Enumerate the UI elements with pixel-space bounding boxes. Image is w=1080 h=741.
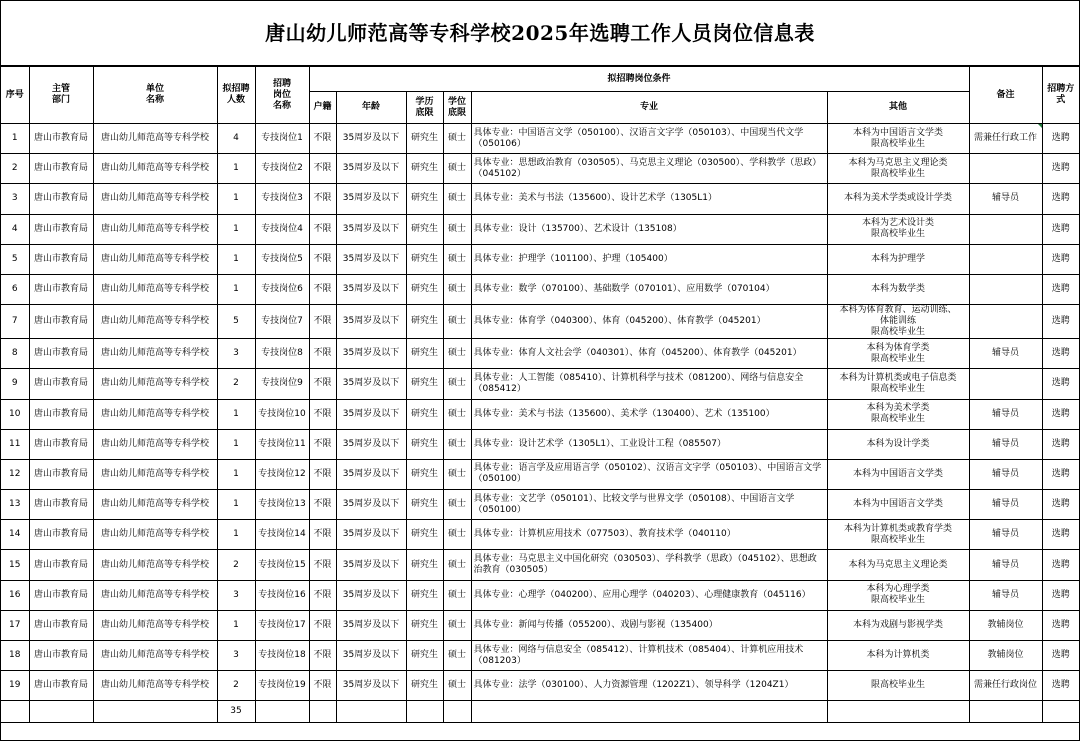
cell-seq: 7 [1,305,29,339]
cell-post: 专技岗位6 [255,274,309,304]
cell-post: 专技岗位9 [255,369,309,399]
cell-age: 35周岁及以下 [336,274,406,304]
cell-count: 1 [217,154,255,184]
cell-method: 选聘 [1042,274,1079,304]
cell-other: 限高校毕业生 [827,671,969,701]
cell-seq: 1 [1,124,29,154]
cell-degree: 硕士 [443,274,471,304]
table-row [1,610,1079,640]
cell-post: 专技岗位7 [255,305,309,339]
cell-count: 1 [217,459,255,489]
cell-age: 35周岁及以下 [336,580,406,610]
empty-cell [1042,701,1079,723]
cell-method: 选聘 [1042,550,1079,580]
cell-count: 4 [217,124,255,154]
cell-count: 1 [217,274,255,304]
cell-method: 选聘 [1042,305,1079,339]
cell-age: 35周岁及以下 [336,610,406,640]
cell-major: 具体专业：新闻与传播（055200）、戏剧与影视（135400） [471,610,827,640]
table-row [1,154,1079,184]
cell-edu: 研究生 [406,490,443,520]
cell-unit: 唐山幼儿师范高等专科学校 [93,184,217,214]
cell-huji: 不限 [309,369,336,399]
cell-edu: 研究生 [406,550,443,580]
cell-seq: 9 [1,369,29,399]
cell-method: 选聘 [1042,520,1079,550]
table-row [1,339,1079,369]
table-row [1,550,1079,580]
cell-remark [969,214,1042,244]
cell-edu: 研究生 [406,274,443,304]
cell-degree: 硕士 [443,610,471,640]
cell-count: 3 [217,641,255,671]
header-age: 年龄 [336,92,406,124]
cell-degree: 硕士 [443,459,471,489]
cell-remark: 辅导员 [969,520,1042,550]
cell-major: 具体专业：设计（135700）、艺术设计（135108） [471,214,827,244]
cell-method: 选聘 [1042,369,1079,399]
cell-seq: 18 [1,641,29,671]
cell-major: 具体专业：体育人文社会学（040301）、体育（045200）、体育教学（045201） [471,339,827,369]
empty-cell [443,701,471,723]
empty-cell [969,701,1042,723]
cell-other: 本科为护理学 [827,244,969,274]
cell-major: 具体专业：文艺学（050101）、比较文学与世界文学（050108）、中国语言文学（050100） [471,490,827,520]
cell-age: 35周岁及以下 [336,550,406,580]
cell-other: 本科为艺术设计类 限高校毕业生 [827,214,969,244]
cell-count: 1 [217,214,255,244]
cell-count: 2 [217,671,255,701]
cell-edu: 研究生 [406,214,443,244]
cell-age: 35周岁及以下 [336,305,406,339]
cell-method: 选聘 [1042,641,1079,671]
header-method: 招聘方 式 [1042,67,1079,124]
cell-degree: 硕士 [443,339,471,369]
cell-huji: 不限 [309,490,336,520]
cell-major: 具体专业：心理学（040200）、应用心理学（040203）、心理健康教育（045116） [471,580,827,610]
cell-age: 35周岁及以下 [336,520,406,550]
cell-edu: 研究生 [406,459,443,489]
cell-seq: 3 [1,184,29,214]
table-row [1,244,1079,274]
table-row [1,641,1079,671]
cell-seq: 6 [1,274,29,304]
total-row [1,701,1079,723]
cell-unit: 唐山幼儿师范高等专科学校 [93,339,217,369]
cell-other: 本科为中国语言文学类 [827,459,969,489]
cell-other: 本科为体育教育、运动训练、 体能训练 限高校毕业生 [827,305,969,339]
cell-other: 本科为计算机类或教育学类 限高校毕业生 [827,520,969,550]
cell-other: 本科为心理学类 限高校毕业生 [827,580,969,610]
cell-method: 选聘 [1042,244,1079,274]
sheet-title: 唐山幼儿师范高等专科学校2025年选聘工作人员岗位信息表 [1,1,1079,66]
cell-dept: 唐山市教育局 [29,671,93,701]
cell-unit: 唐山幼儿师范高等专科学校 [93,459,217,489]
cell-remark: 辅导员 [969,490,1042,520]
cell-degree: 硕士 [443,214,471,244]
cell-post: 专技岗位11 [255,429,309,459]
cell-seq: 5 [1,244,29,274]
cell-unit: 唐山幼儿师范高等专科学校 [93,429,217,459]
cell-method: 选聘 [1042,459,1079,489]
cell-method: 选聘 [1042,580,1079,610]
cell-post: 专技岗位4 [255,214,309,244]
cell-seq: 19 [1,671,29,701]
cell-post: 专技岗位15 [255,550,309,580]
cell-post: 专技岗位3 [255,184,309,214]
table-row [1,671,1079,701]
cell-age: 35周岁及以下 [336,490,406,520]
cell-dept: 唐山市教育局 [29,490,93,520]
cell-edu: 研究生 [406,305,443,339]
cell-post: 专技岗位1 [255,124,309,154]
cell-remark [969,154,1042,184]
header-count: 拟招聘 人数 [217,67,255,124]
cell-huji: 不限 [309,520,336,550]
empty-cell [471,701,827,723]
cell-dept: 唐山市教育局 [29,154,93,184]
cell-remark [969,244,1042,274]
cell-post: 专技岗位19 [255,671,309,701]
cell-seq: 11 [1,429,29,459]
empty-cell [336,701,406,723]
cell-dept: 唐山市教育局 [29,520,93,550]
cell-edu: 研究生 [406,520,443,550]
cell-degree: 硕士 [443,520,471,550]
cell-post: 专技岗位14 [255,520,309,550]
cell-degree: 硕士 [443,184,471,214]
cell-seq: 15 [1,550,29,580]
cell-unit: 唐山幼儿师范高等专科学校 [93,124,217,154]
cell-unit: 唐山幼儿师范高等专科学校 [93,399,217,429]
cell-major: 具体专业：法学（030100）、人力资源管理（1202Z1）、领导科学（1204Z1） [471,671,827,701]
header-post: 招聘 岗位 名称 [255,67,309,124]
cell-major: 具体专业：美术与书法（135600）、设计艺术学（1305L1） [471,184,827,214]
cell-major: 具体专业：美术与书法（135600）、美术学（130400）、艺术（135100） [471,399,827,429]
cell-age: 35周岁及以下 [336,244,406,274]
cell-degree: 硕士 [443,399,471,429]
cell-edu: 研究生 [406,610,443,640]
cell-major: 具体专业：体育学（040300）、体育（045200）、体育教学（045201） [471,305,827,339]
cell-other: 本科为马克思主义理论类 限高校毕业生 [827,154,969,184]
cell-major: 具体专业：思想政治教育（030505）、马克思主义理论（030500）、学科教学（思政）（045102） [471,154,827,184]
cell-other: 本科为设计学类 [827,429,969,459]
table-row [1,184,1079,214]
cell-huji: 不限 [309,274,336,304]
cell-method: 选聘 [1042,124,1079,154]
cell-dept: 唐山市教育局 [29,550,93,580]
cell-degree: 硕士 [443,671,471,701]
cell-edu: 研究生 [406,580,443,610]
cell-huji: 不限 [309,339,336,369]
cell-edu: 研究生 [406,124,443,154]
cell-degree: 硕士 [443,550,471,580]
table-row [1,274,1079,304]
cell-edu: 研究生 [406,184,443,214]
cell-dept: 唐山市教育局 [29,641,93,671]
cell-major: 具体专业：人工智能（085410）、计算机科学与技术（081200）、网络与信息安全（085412） [471,369,827,399]
empty-cell [309,701,336,723]
header-other: 其他 [827,92,969,124]
cell-age: 35周岁及以下 [336,154,406,184]
cell-dept: 唐山市教育局 [29,339,93,369]
cell-post: 专技岗位5 [255,244,309,274]
header-degree: 学位 底限 [443,92,471,124]
header-major: 专业 [471,92,827,124]
cell-count: 1 [217,610,255,640]
cell-count: 1 [217,520,255,550]
cell-method: 选聘 [1042,671,1079,701]
cell-degree: 硕士 [443,124,471,154]
cell-age: 35周岁及以下 [336,641,406,671]
cell-degree: 硕士 [443,305,471,339]
cell-huji: 不限 [309,305,336,339]
cell-edu: 研究生 [406,671,443,701]
table-row [1,520,1079,550]
cell-age: 35周岁及以下 [336,399,406,429]
cell-seq: 14 [1,520,29,550]
cell-major: 具体专业：护理学（101100）、护理（105400） [471,244,827,274]
cell-age: 35周岁及以下 [336,459,406,489]
cell-seq: 2 [1,154,29,184]
cell-seq: 10 [1,399,29,429]
cell-method: 选聘 [1042,184,1079,214]
header-remark: 备注 [969,67,1042,124]
cell-major: 具体专业：数学（070100）、基础数学（070101）、应用数学（070104） [471,274,827,304]
cell-post: 专技岗位12 [255,459,309,489]
cell-dept: 唐山市教育局 [29,214,93,244]
cell-major: 具体专业：语言学及应用语言学（050102）、汉语言文字学（050103）、中国语言文学（050100） [471,459,827,489]
cell-age: 35周岁及以下 [336,339,406,369]
table-row [1,429,1079,459]
cell-edu: 研究生 [406,154,443,184]
cell-seq: 13 [1,490,29,520]
cell-unit: 唐山幼儿师范高等专科学校 [93,214,217,244]
cell-remark [969,274,1042,304]
cell-remark: 教辅岗位 [969,610,1042,640]
cell-major: 具体专业：网络与信息安全（085412）、计算机技术（085404）、计算机应用技术（081203） [471,641,827,671]
cell-unit: 唐山幼儿师范高等专科学校 [93,520,217,550]
cell-unit: 唐山幼儿师范高等专科学校 [93,274,217,304]
cell-huji: 不限 [309,184,336,214]
cell-remark: 需兼任行政岗位 [969,671,1042,701]
cell-dept: 唐山市教育局 [29,369,93,399]
cell-remark [969,369,1042,399]
cell-major: 具体专业：设计艺术学（1305L1）、工业设计工程（085507） [471,429,827,459]
cell-count: 1 [217,244,255,274]
cell-seq: 12 [1,459,29,489]
cell-method: 选聘 [1042,214,1079,244]
cell-count: 1 [217,184,255,214]
cell-method: 选聘 [1042,154,1079,184]
cell-post: 专技岗位18 [255,641,309,671]
table-row [1,399,1079,429]
cell-dept: 唐山市教育局 [29,124,93,154]
cell-remark: 辅导员 [969,184,1042,214]
table-row [1,369,1079,399]
cell-dept: 唐山市教育局 [29,244,93,274]
cell-huji: 不限 [309,244,336,274]
cell-degree: 硕士 [443,580,471,610]
cell-age: 35周岁及以下 [336,124,406,154]
cell-dept: 唐山市教育局 [29,610,93,640]
header-seq: 序号 [1,67,29,124]
cell-seq: 4 [1,214,29,244]
cell-degree: 硕士 [443,244,471,274]
empty-cell [1,701,29,723]
cell-huji: 不限 [309,214,336,244]
cell-degree: 硕士 [443,429,471,459]
cell-edu: 研究生 [406,641,443,671]
cell-count: 5 [217,305,255,339]
cell-count: 1 [217,429,255,459]
cell-other: 本科为戏剧与影视学类 [827,610,969,640]
positions-table [1,66,1079,723]
cell-dept: 唐山市教育局 [29,274,93,304]
header-dept: 主管 部门 [29,67,93,124]
total-count: 35 [217,701,255,723]
cell-dept: 唐山市教育局 [29,399,93,429]
cell-method: 选聘 [1042,610,1079,640]
cell-remark: 辅导员 [969,550,1042,580]
cell-unit: 唐山幼儿师范高等专科学校 [93,610,217,640]
cell-count: 2 [217,550,255,580]
cell-edu: 研究生 [406,244,443,274]
table-row [1,305,1079,339]
cell-edu: 研究生 [406,399,443,429]
cell-post: 专技岗位2 [255,154,309,184]
table-row [1,124,1079,154]
cell-remark [969,305,1042,339]
cell-major: 具体专业：计算机应用技术（077503）、教育技术学（040110） [471,520,827,550]
cell-huji: 不限 [309,550,336,580]
cell-method: 选聘 [1042,429,1079,459]
cell-other: 本科为美术学类或设计学类 [827,184,969,214]
cell-huji: 不限 [309,671,336,701]
cell-remark: 辅导员 [969,339,1042,369]
cell-remark: 辅导员 [969,429,1042,459]
cell-other: 本科为美术学类 限高校毕业生 [827,399,969,429]
cell-unit: 唐山幼儿师范高等专科学校 [93,154,217,184]
cell-huji: 不限 [309,154,336,184]
cell-other: 本科为马克思主义理论类 [827,550,969,580]
cell-huji: 不限 [309,610,336,640]
cell-unit: 唐山幼儿师范高等专科学校 [93,671,217,701]
cell-unit: 唐山幼儿师范高等专科学校 [93,305,217,339]
cell-remark: 教辅岗位 [969,641,1042,671]
table-row [1,214,1079,244]
cell-method: 选聘 [1042,339,1079,369]
cell-edu: 研究生 [406,429,443,459]
cell-seq: 8 [1,339,29,369]
cell-other: 本科为计算机类或电子信息类 限高校毕业生 [827,369,969,399]
cell-count: 1 [217,399,255,429]
cell-method: 选聘 [1042,490,1079,520]
cell-remark: 辅导员 [969,459,1042,489]
cell-count: 2 [217,369,255,399]
header-edu: 学历 底限 [406,92,443,124]
cell-edu: 研究生 [406,369,443,399]
cell-other: 本科为中国语言文学类 限高校毕业生 [827,124,969,154]
cell-edu: 研究生 [406,339,443,369]
header-unit: 单位 名称 [93,67,217,124]
cell-remark: 需兼任行政工作 [969,124,1042,154]
cell-age: 35周岁及以下 [336,184,406,214]
empty-cell [255,701,309,723]
empty-cell [827,701,969,723]
cell-remark: 辅导员 [969,580,1042,610]
cell-post: 专技岗位13 [255,490,309,520]
cell-huji: 不限 [309,399,336,429]
cell-unit: 唐山幼儿师范高等专科学校 [93,550,217,580]
cell-huji: 不限 [309,641,336,671]
cell-remark: 辅导员 [969,399,1042,429]
cell-other: 本科为数学类 [827,274,969,304]
cell-dept: 唐山市教育局 [29,184,93,214]
cell-major: 具体专业：中国语言文学（050100）、汉语言文字学（050103）、中国现当代文学（050106） [471,124,827,154]
cell-age: 35周岁及以下 [336,429,406,459]
cell-count: 3 [217,580,255,610]
empty-cell [406,701,443,723]
cell-degree: 硕士 [443,490,471,520]
cell-unit: 唐山幼儿师范高等专科学校 [93,244,217,274]
cell-age: 35周岁及以下 [336,671,406,701]
cell-degree: 硕士 [443,369,471,399]
cell-degree: 硕士 [443,154,471,184]
cell-count: 3 [217,339,255,369]
cell-method: 选聘 [1042,399,1079,429]
header-conditions: 拟招聘岗位条件 [309,67,969,92]
cell-major: 具体专业：马克思主义中国化研究（030503）、学科教学（思政）（045102）、思想政治教育（030505） [471,550,827,580]
cell-unit: 唐山幼儿师范高等专科学校 [93,580,217,610]
cell-huji: 不限 [309,459,336,489]
cell-unit: 唐山幼儿师范高等专科学校 [93,490,217,520]
cell-other: 本科为体育学类 限高校毕业生 [827,339,969,369]
cell-count: 1 [217,490,255,520]
cell-dept: 唐山市教育局 [29,429,93,459]
cell-dept: 唐山市教育局 [29,459,93,489]
cell-unit: 唐山幼儿师范高等专科学校 [93,369,217,399]
cell-huji: 不限 [309,429,336,459]
cell-seq: 16 [1,580,29,610]
cell-age: 35周岁及以下 [336,369,406,399]
cell-degree: 硕士 [443,641,471,671]
cell-post: 专技岗位17 [255,610,309,640]
cell-other: 本科为中国语言文学类 [827,490,969,520]
table-row [1,580,1079,610]
empty-cell [29,701,93,723]
table-row [1,490,1079,520]
cell-unit: 唐山幼儿师范高等专科学校 [93,641,217,671]
header-huji: 户籍 [309,92,336,124]
cell-post: 专技岗位10 [255,399,309,429]
cell-age: 35周岁及以下 [336,214,406,244]
cell-seq: 17 [1,610,29,640]
empty-cell [93,701,217,723]
table-row [1,459,1079,489]
cell-huji: 不限 [309,124,336,154]
cell-post: 专技岗位8 [255,339,309,369]
cell-dept: 唐山市教育局 [29,580,93,610]
cell-post: 专技岗位16 [255,580,309,610]
cell-huji: 不限 [309,580,336,610]
cell-dept: 唐山市教育局 [29,305,93,339]
cell-other: 本科为计算机类 [827,641,969,671]
